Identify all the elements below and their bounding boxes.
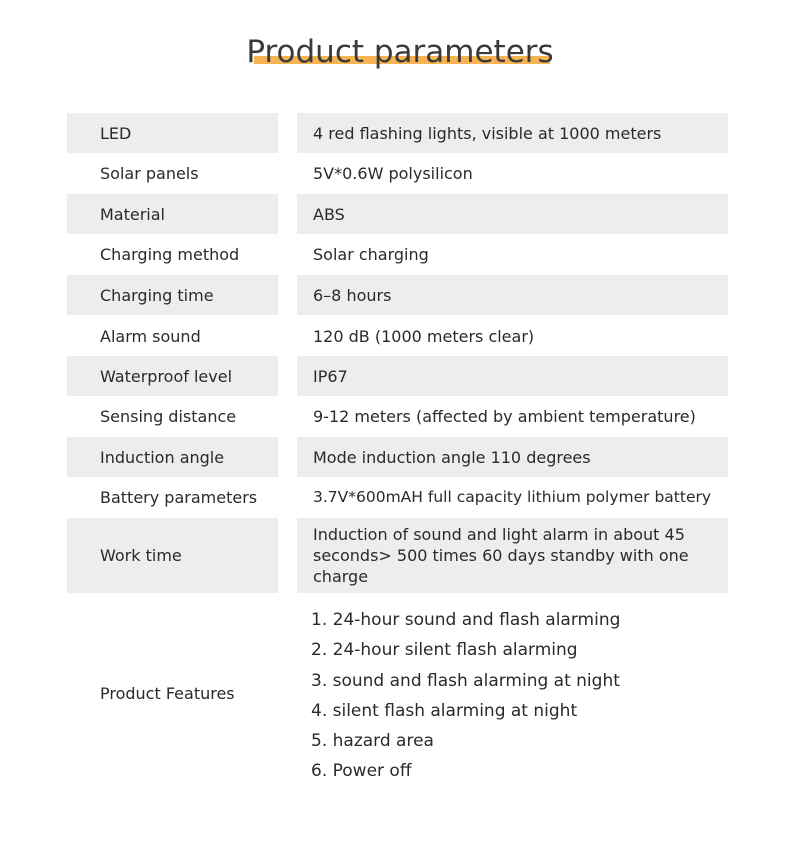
spec-value: IP67 bbox=[297, 356, 728, 396]
spec-label: Induction angle bbox=[67, 437, 278, 477]
spec-row-charging-time bbox=[67, 275, 728, 315]
list-item: 4. silent flash alarming at night bbox=[311, 700, 578, 721]
title-area bbox=[0, 30, 800, 80]
features-list bbox=[311, 605, 620, 787]
spec-value: 9-12 meters (affected by ambient temperature) bbox=[313, 406, 696, 426]
spec-row-material bbox=[67, 194, 728, 234]
list-item: 1. 24-hour sound and flash alarming bbox=[311, 610, 621, 630]
spec-value: Mode induction angle 110 degrees bbox=[297, 437, 728, 477]
spec-label: Solar panels bbox=[100, 163, 199, 183]
spec-row-sensing-distance bbox=[67, 396, 728, 436]
spec-value: 120 dB (1000 meters clear) bbox=[313, 326, 535, 346]
spec-value: Induction of sound and light alarm in about 45 seconds> 500 times 60 days standby with one charge bbox=[297, 518, 728, 593]
spec-label: Charging time bbox=[67, 275, 278, 315]
list-item: 6. Power off bbox=[311, 761, 412, 782]
list-item: 3. sound and flash alarming at night bbox=[311, 670, 620, 691]
page-title: Product parameters bbox=[246, 34, 554, 70]
spec-row-waterproof-level bbox=[67, 356, 728, 396]
spec-row-led bbox=[67, 113, 728, 153]
spec-label: LED bbox=[67, 113, 278, 153]
spec-label: Battery parameters bbox=[100, 487, 258, 507]
spec-label: Work time bbox=[67, 518, 278, 593]
spec-row-solar-panels bbox=[67, 153, 728, 193]
spec-row-induction-angle bbox=[67, 437, 728, 477]
list-item: 5. hazard area bbox=[311, 731, 434, 752]
spec-value: ABS bbox=[297, 194, 728, 234]
spec-label: Waterproof level bbox=[67, 356, 278, 396]
spec-label: Sensing distance bbox=[100, 406, 237, 426]
spec-row-work-time bbox=[67, 518, 728, 593]
spec-value: 6–8 hours bbox=[297, 275, 728, 315]
features-label: Product Features bbox=[100, 684, 235, 703]
spec-label: Material bbox=[67, 194, 278, 234]
spec-value: Solar charging bbox=[313, 244, 429, 264]
list-item: 2. 24-hour silent flash alarming bbox=[311, 640, 578, 661]
spec-row-charging-method bbox=[67, 234, 728, 274]
spec-label: Alarm sound bbox=[100, 326, 201, 346]
spec-value: 3.7V*600mAH full capacity lithium polymer battery bbox=[313, 487, 712, 506]
spec-label: Charging method bbox=[100, 244, 240, 264]
spec-row-alarm-sound bbox=[67, 316, 728, 356]
spec-value: 5V*0.6W polysilicon bbox=[313, 163, 473, 183]
spec-value: 4 red flashing lights, visible at 1000 meters bbox=[297, 113, 728, 153]
spec-row-battery-parameters bbox=[67, 477, 728, 517]
